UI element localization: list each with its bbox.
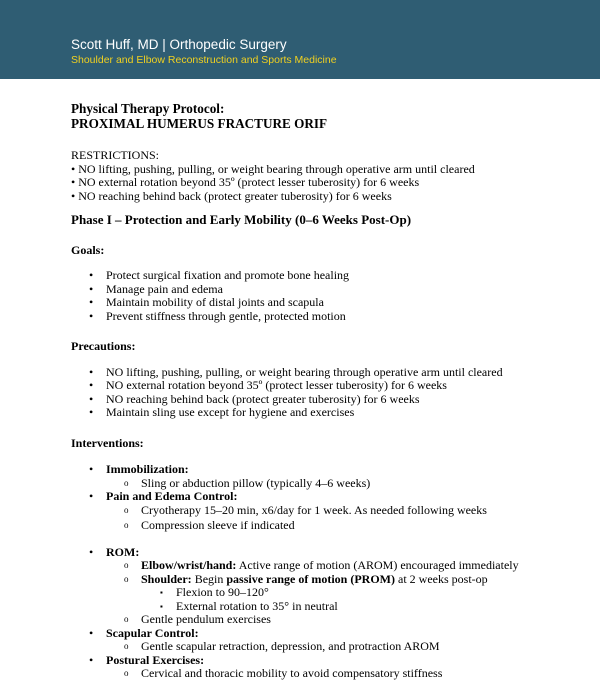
list-item: o Gentle pendulum exercises — [71, 613, 600, 627]
list-item — [71, 573, 600, 587]
letterhead — [0, 0, 600, 79]
rom-shoulder-label: Shoulder: — [141, 571, 192, 586]
intervention-label: Postural Exercises: — [106, 652, 205, 667]
rom-shoulder-text: at 2 weeks post-op — [395, 571, 488, 586]
rom-elbow-label: Elbow/wrist/hand: — [141, 558, 237, 572]
precautions-list — [71, 366, 600, 420]
interventions-list — [71, 654, 600, 668]
intervention-label: Pain and Edema Control: — [106, 489, 238, 503]
phase-heading: Phase I – Protection and Early Mobility (0–6 Weeks Post-Op) — [71, 212, 412, 227]
list-item: • NO lifting, pushing, pulling, or weight bearing through operative arm until cleared — [71, 366, 600, 380]
pain-sublist — [71, 504, 600, 533]
interventions-heading: Interventions: — [71, 435, 144, 450]
interventions-list — [71, 627, 600, 641]
interventions-list — [71, 490, 600, 504]
intervention-label: Immobilization: — [106, 462, 189, 476]
list-item: • Protect surgical fixation and promote bone healing — [71, 269, 600, 283]
list-item: o Gentle scapular retraction, depression, and protraction AROM — [71, 640, 600, 654]
restriction-line: • NO lifting, pushing, pulling, or weight bearing through operative arm until cleared — [71, 161, 475, 176]
intervention-immobilization — [71, 463, 600, 477]
intervention-pain — [71, 490, 600, 504]
list-item: ▪ Flexion to 90–120° — [71, 586, 600, 600]
list-item — [71, 559, 600, 573]
restrictions-block — [71, 149, 600, 203]
list-item: o Sling or abduction pillow (typically 4–6 weeks) — [71, 477, 600, 491]
list-item: o Cervical and thoracic mobility to avoid compensatory stiffness — [71, 667, 600, 681]
postural-sublist — [71, 667, 600, 681]
rom-shoulder-text: Begin — [191, 571, 227, 586]
document-title — [71, 101, 600, 131]
interventions-list — [71, 463, 600, 477]
list-item: • Manage pain and edema — [71, 283, 600, 297]
goals-list — [71, 269, 600, 323]
shoulder-sublist — [71, 586, 600, 613]
rom-shoulder-bold: passive range of motion (PROM) — [226, 571, 396, 586]
immobilization-sublist — [71, 477, 600, 491]
restriction-line: • NO external rotation beyond 35º (protect lesser tuberosity) for 6 weeks — [71, 175, 420, 189]
list-item: • NO reaching behind back (protect greater tuberosity) for 6 weeks — [71, 393, 600, 407]
restriction-line: • NO reaching behind back (protect greater tuberosity) for 6 weeks — [71, 188, 392, 203]
list-item: • Maintain sling use except for hygiene and exercises — [71, 406, 600, 420]
list-item: ▪ External rotation to 35° in neutral — [71, 600, 600, 614]
rom-sublist — [71, 559, 600, 586]
scapular-sublist — [71, 640, 600, 654]
intervention-scapular — [71, 627, 600, 641]
document-body — [0, 101, 600, 681]
intervention-label: Scapular Control: — [106, 625, 199, 640]
rom-sublist — [71, 613, 600, 627]
rom-elbow-text: Active range of motion (AROM) encouraged immediately — [236, 558, 519, 572]
list-item: • NO external rotation beyond 35º (protect lesser tuberosity) for 6 weeks — [71, 379, 600, 393]
interventions-list — [71, 546, 600, 560]
list-item: • Prevent stiffness through gentle, protected motion — [71, 310, 600, 324]
goals-heading: Goals: — [71, 242, 105, 257]
intervention-postural — [71, 654, 600, 668]
intervention-label: ROM: — [106, 544, 140, 559]
intervention-rom — [71, 546, 600, 560]
restrictions-heading: RESTRICTIONS: — [71, 148, 160, 162]
precautions-heading: Precautions: — [71, 339, 136, 353]
list-item: o Compression sleeve if indicated — [71, 519, 600, 533]
list-item: o Cryotherapy 15–20 min, x6/day for 1 week. As needed following weeks — [71, 504, 600, 518]
specialty-subtitle: Shoulder and Elbow Reconstruction and Sports Medicine — [71, 54, 337, 66]
list-item: • Maintain mobility of distal joints and scapula — [71, 296, 600, 310]
title-line-1: Physical Therapy Protocol: — [71, 101, 225, 116]
surgeon-name: Scott Huff, MD | Orthopedic Surgery — [71, 37, 287, 52]
title-line-2: PROXIMAL HUMERUS FRACTURE ORIF — [71, 116, 328, 131]
